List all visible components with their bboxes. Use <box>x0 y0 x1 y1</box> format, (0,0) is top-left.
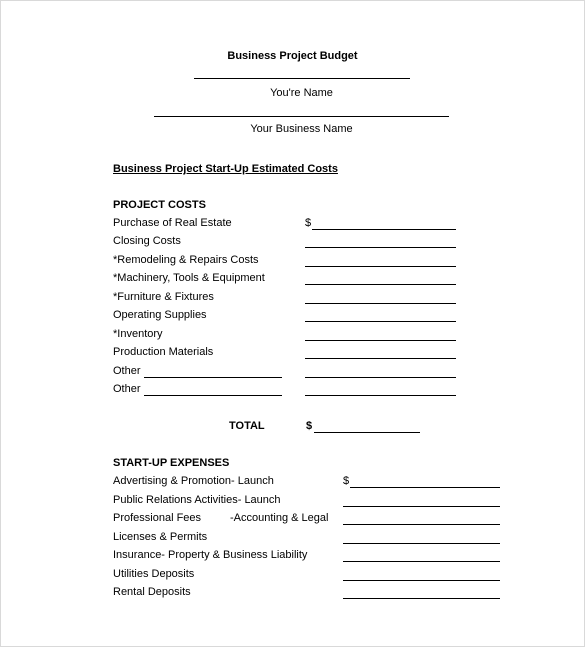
expense-item-label: Public Relations Activities- Launch <box>113 494 281 506</box>
currency-symbol: $ <box>305 217 312 229</box>
cost-item-label: Operating Supplies <box>113 309 207 321</box>
amount-line[interactable] <box>305 395 456 396</box>
fees-detail-label: -Accounting & Legal <box>230 512 329 524</box>
document-title: Business Project Budget <box>227 50 358 62</box>
amount-line[interactable] <box>305 266 456 267</box>
startup-expenses-heading: START-UP EXPENSES <box>113 457 230 469</box>
expense-item-label: Insurance- Property & Business Liability <box>113 549 308 561</box>
section-heading: Business Project Start-Up Estimated Costs <box>113 163 338 175</box>
name-blank-line[interactable] <box>194 78 410 79</box>
cost-item-label: *Machinery, Tools & Equipment <box>113 272 265 284</box>
total-amount-line[interactable] <box>314 432 420 433</box>
cost-item-label: Other <box>113 383 141 395</box>
amount-line[interactable] <box>305 247 456 248</box>
amount-line[interactable] <box>305 321 456 322</box>
expense-item-label: Utilities Deposits <box>113 568 195 580</box>
amount-line[interactable] <box>343 543 500 544</box>
currency-symbol: $ <box>343 475 350 487</box>
expense-item-label: Rental Deposits <box>113 586 191 598</box>
cost-item-label: *Remodeling & Repairs Costs <box>113 254 259 266</box>
name-label: You're Name <box>270 87 333 99</box>
project-costs-heading: PROJECT COSTS <box>113 199 206 211</box>
amount-line[interactable] <box>312 229 456 230</box>
amount-line[interactable] <box>343 561 500 562</box>
other-description-line[interactable] <box>144 395 282 396</box>
cost-item-label: *Furniture & Fixtures <box>113 291 214 303</box>
amount-line[interactable] <box>305 358 456 359</box>
cost-item-label: Purchase of Real Estate <box>113 217 232 229</box>
amount-line[interactable] <box>343 580 500 581</box>
cost-item-label: *Inventory <box>113 328 163 340</box>
business-name-blank-line[interactable] <box>154 116 449 117</box>
amount-line[interactable] <box>305 284 456 285</box>
expense-item-label: Licenses & Permits <box>113 531 208 543</box>
expense-item-label: Advertising & Promotion- Launch <box>113 475 274 487</box>
cost-item-label: Production Materials <box>113 346 214 358</box>
expense-item-label: Professional Fees <box>113 512 202 524</box>
amount-line[interactable] <box>305 377 456 378</box>
amount-line[interactable] <box>305 340 456 341</box>
cost-item-label: Other <box>113 365 141 377</box>
amount-line[interactable] <box>305 303 456 304</box>
amount-line[interactable] <box>343 524 500 525</box>
total-currency-symbol: $ <box>306 420 313 432</box>
amount-line[interactable] <box>343 506 500 507</box>
business-name-label: Your Business Name <box>250 123 353 135</box>
cost-item-label: Closing Costs <box>113 235 181 247</box>
total-label: TOTAL <box>229 420 265 432</box>
other-description-line[interactable] <box>144 377 282 378</box>
amount-line[interactable] <box>343 598 500 599</box>
amount-line[interactable] <box>350 487 500 488</box>
